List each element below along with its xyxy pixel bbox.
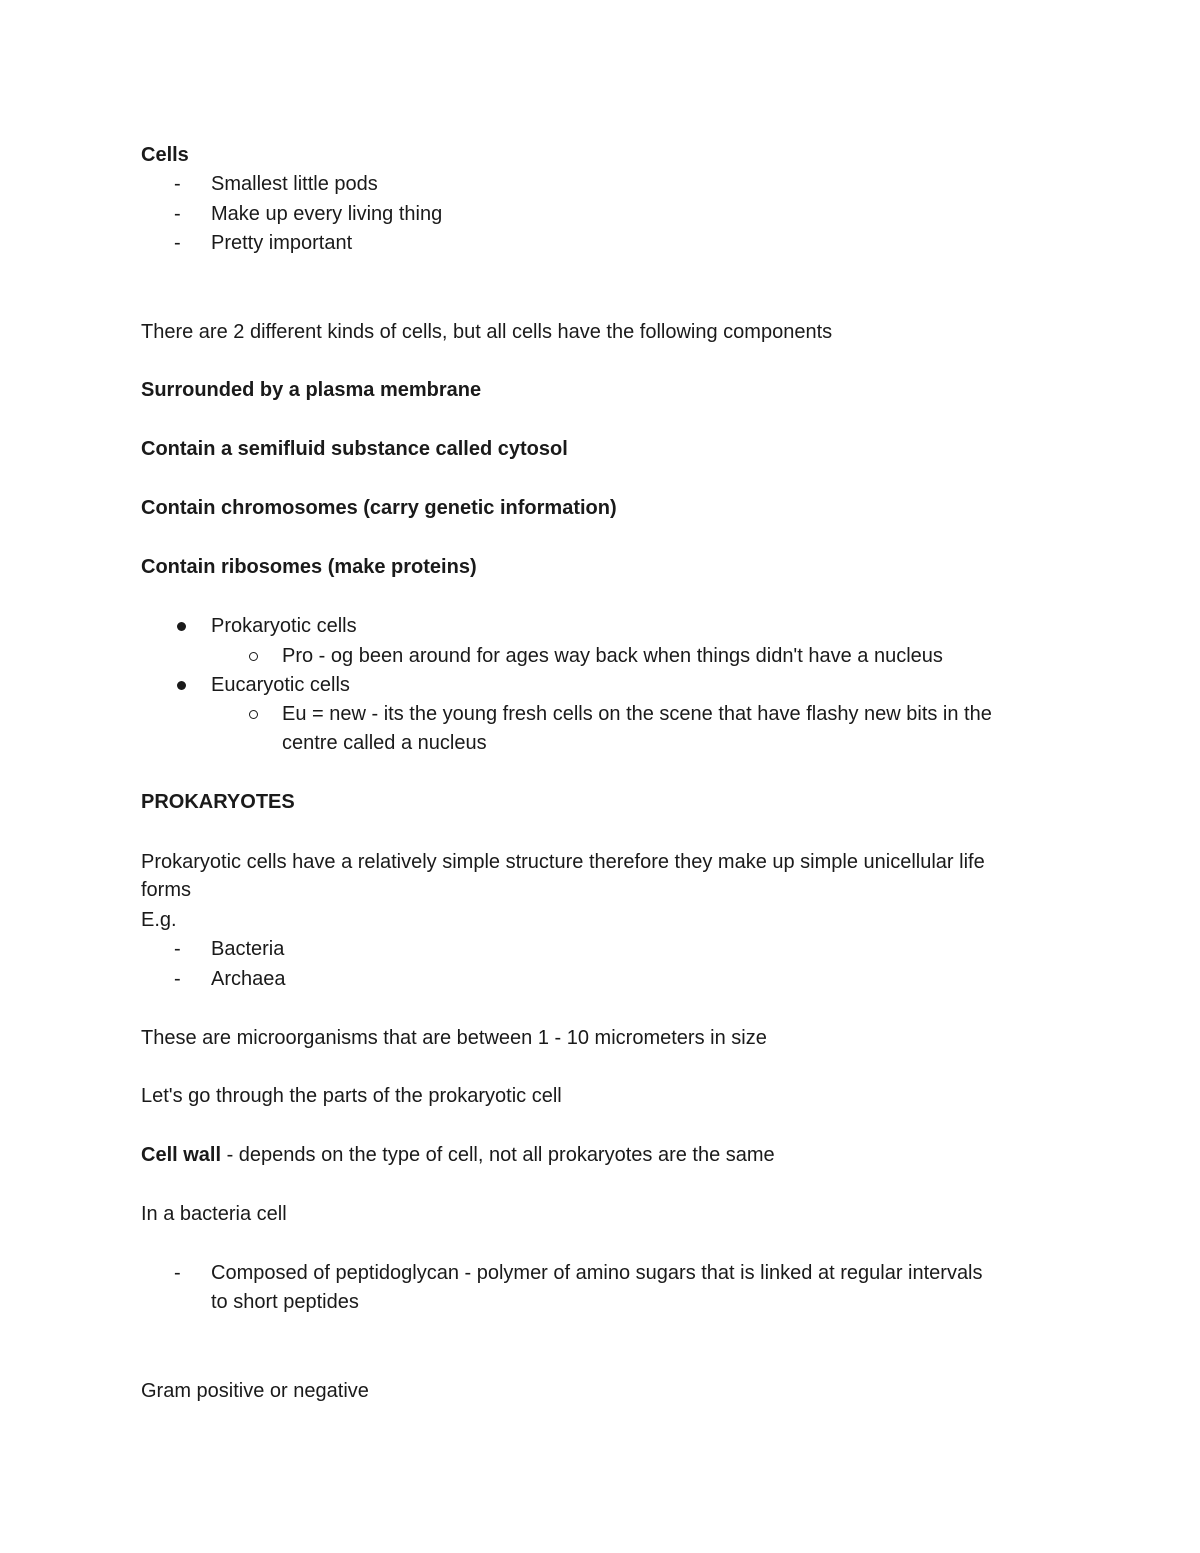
list-item: Pro - og been around for ages way back when things didn't have a nucleus	[282, 645, 943, 667]
bullet-icon	[177, 622, 186, 631]
component-heading: Contain chromosomes (carry genetic information)	[141, 497, 617, 519]
list-item: Composed of peptidoglycan - polymer of amino sugars that is linked at regular intervals	[211, 1262, 983, 1284]
list-item-continuation: to short peptides	[211, 1291, 359, 1313]
cell-wall-term: Cell wall	[141, 1144, 222, 1166]
list-item: Eucaryotic cells	[211, 674, 350, 696]
cell-wall-description: - depends on the type of cell, not all prokaryotes are the same	[221, 1144, 775, 1166]
dash-marker: -	[174, 173, 181, 195]
list-item: Smallest little pods	[211, 173, 378, 195]
paragraph: Let's go through the parts of the prokaryotic cell	[141, 1085, 562, 1107]
circle-bullet-icon	[249, 710, 258, 719]
dash-marker: -	[174, 232, 181, 254]
cells-heading: Cells	[141, 144, 189, 166]
list-item: Archaea	[211, 968, 286, 990]
example-label: E.g.	[141, 909, 177, 931]
dash-marker: -	[174, 968, 181, 990]
dash-marker: -	[174, 203, 181, 225]
bullet-icon	[177, 681, 186, 690]
cell-wall-paragraph	[141, 1143, 775, 1167]
component-heading: Contain a semifluid substance called cytosol	[141, 438, 568, 460]
list-item-continuation: centre called a nucleus	[282, 732, 487, 754]
paragraph: These are microorganisms that are between 1 - 10 micrometers in size	[141, 1027, 767, 1049]
dash-marker: -	[174, 938, 181, 960]
list-item: Eu = new - its the young fresh cells on the scene that have flashy new bits in the	[282, 703, 992, 725]
component-heading: Contain ribosomes (make proteins)	[141, 556, 477, 578]
list-item: Make up every living thing	[211, 203, 443, 225]
component-heading: Surrounded by a plasma membrane	[141, 379, 482, 401]
dash-marker: -	[174, 1262, 181, 1284]
paragraph: Prokaryotic cells have a relatively simple structure therefore they make up simple unicellular life	[141, 851, 985, 873]
list-item: Bacteria	[211, 938, 285, 960]
circle-bullet-icon	[249, 652, 258, 661]
section-heading: PROKARYOTES	[141, 791, 295, 813]
list-item: Prokaryotic cells	[211, 615, 357, 637]
intro-paragraph: There are 2 different kinds of cells, but all cells have the following components	[141, 321, 833, 343]
list-item: Pretty important	[211, 232, 353, 254]
paragraph: Gram positive or negative	[141, 1380, 369, 1402]
paragraph-continuation: forms	[141, 879, 191, 901]
paragraph: In a bacteria cell	[141, 1203, 287, 1225]
